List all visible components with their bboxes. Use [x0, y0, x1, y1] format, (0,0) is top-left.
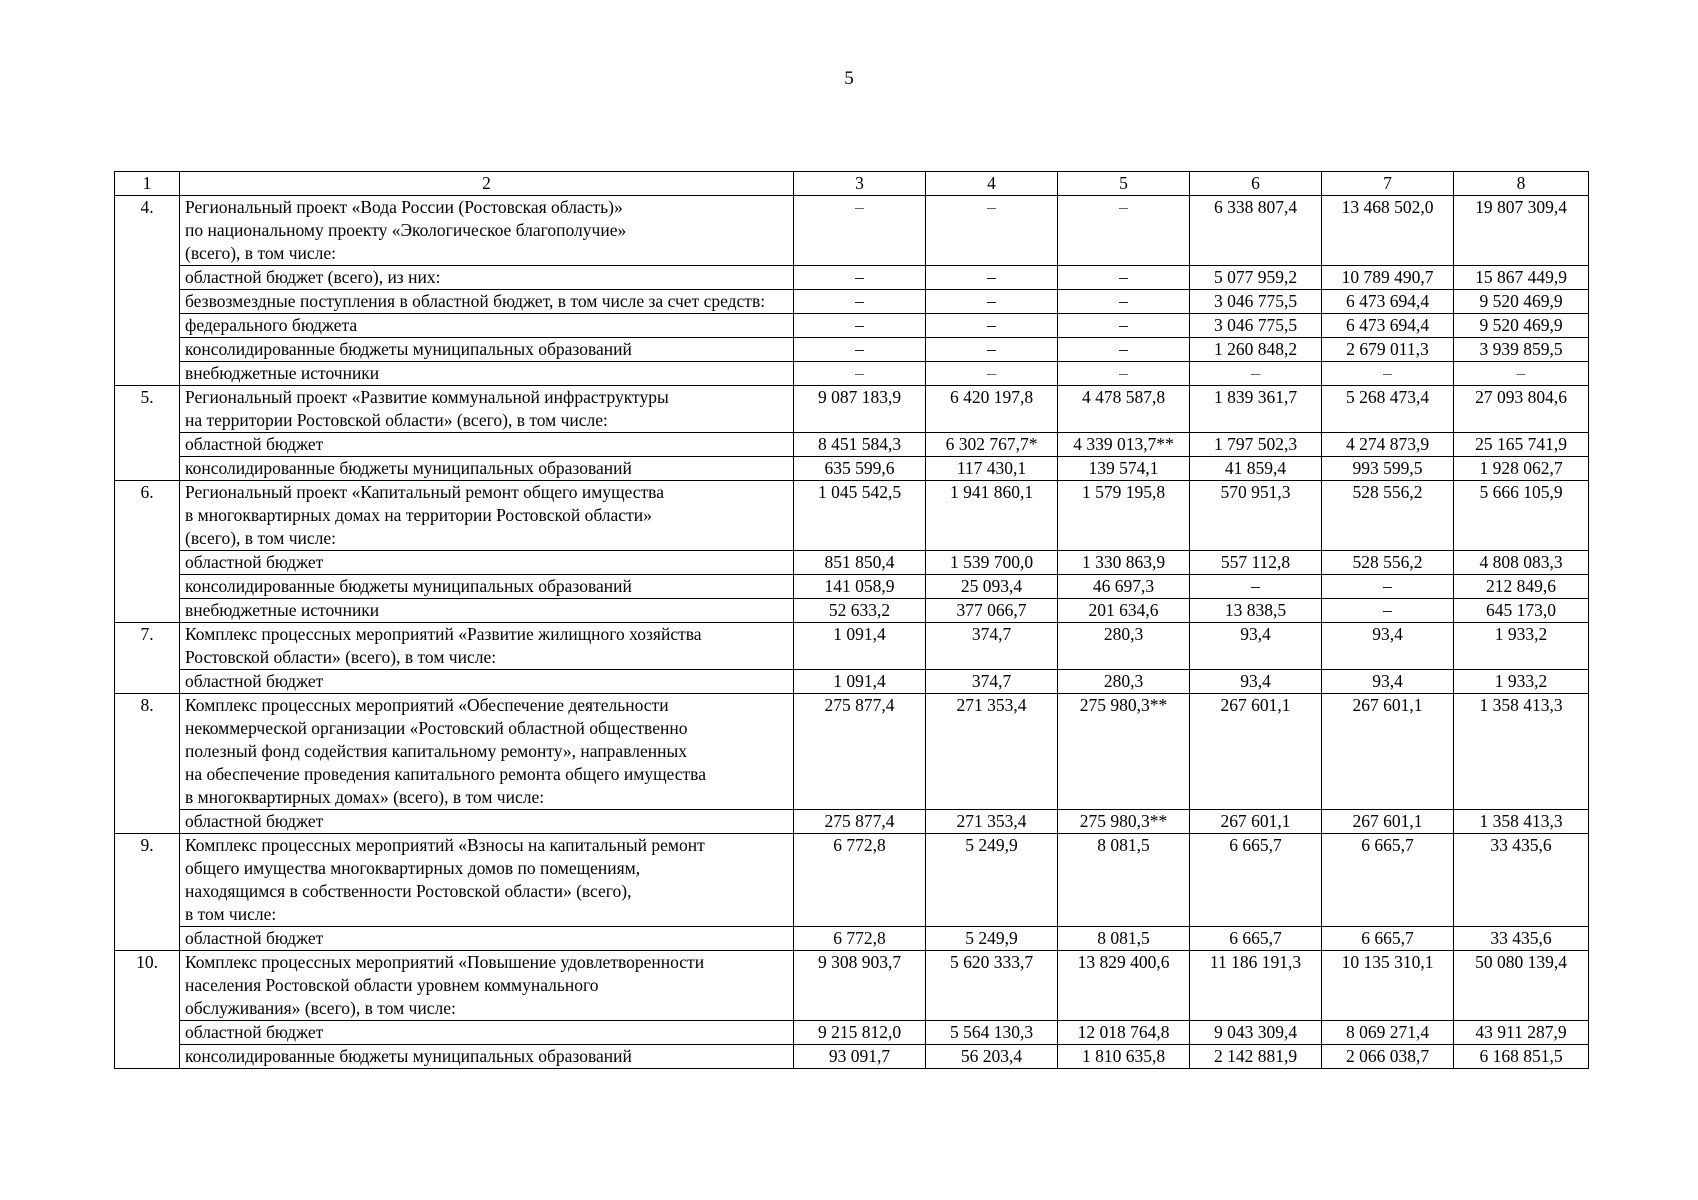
header-cell: 2 — [180, 172, 794, 196]
value-cell: 557 112,8 — [1190, 551, 1322, 575]
value-cell: 275 980,3** — [1058, 810, 1190, 834]
value-cell: 13 468 502,0 — [1322, 196, 1454, 266]
value-cell: 1 941 860,1 — [926, 481, 1058, 551]
value-cell: 56 203,4 — [926, 1045, 1058, 1069]
value-cell: 1 358 413,3 — [1454, 810, 1589, 834]
value-cell: 6 772,8 — [794, 834, 926, 927]
row-name: областной бюджет — [180, 1021, 794, 1045]
value-cell: 635 599,6 — [794, 457, 926, 481]
value-cell: 3 939 859,5 — [1454, 338, 1589, 362]
value-cell: 1 260 848,2 — [1190, 338, 1322, 362]
value-cell: 1 928 062,7 — [1454, 457, 1589, 481]
value-cell: 267 601,1 — [1322, 810, 1454, 834]
value-cell: 6 772,8 — [794, 927, 926, 951]
row-name: областной бюджет — [180, 670, 794, 694]
value-cell: 25 093,4 — [926, 575, 1058, 599]
table-body — [115, 172, 1589, 1069]
row-name: Комплекс процессных мероприятий «Повышение удовлетворенности населения Ростовской области уровнем коммунального обслуживания» (всего), в том числе: — [180, 951, 794, 1021]
table-row — [115, 457, 1589, 481]
value-cell: 5 249,9 — [926, 834, 1058, 927]
row-name: консолидированные бюджеты муниципальных образований — [180, 338, 794, 362]
value-cell: – — [1058, 362, 1190, 386]
table-row — [115, 951, 1589, 1021]
value-cell: 13 838,5 — [1190, 599, 1322, 623]
budget-table — [114, 171, 1589, 1069]
value-cell: – — [794, 314, 926, 338]
section-number: 4. — [115, 196, 180, 386]
value-cell: – — [1190, 362, 1322, 386]
value-cell: 5 564 130,3 — [926, 1021, 1058, 1045]
table-row — [115, 834, 1589, 927]
value-cell: 528 556,2 — [1322, 481, 1454, 551]
value-cell: 4 274 873,9 — [1322, 433, 1454, 457]
table-row — [115, 314, 1589, 338]
value-cell: 19 807 309,4 — [1454, 196, 1589, 266]
value-cell: 52 633,2 — [794, 599, 926, 623]
value-cell: 275 980,3** — [1058, 694, 1190, 810]
table-row — [115, 386, 1589, 433]
value-cell: 10 789 490,7 — [1322, 266, 1454, 290]
value-cell: – — [926, 362, 1058, 386]
row-name: безвозмездные поступления в областной бюджет, в том числе за счет средств: — [180, 290, 794, 314]
value-cell: – — [926, 290, 1058, 314]
table-row — [115, 623, 1589, 670]
value-cell: 570 951,3 — [1190, 481, 1322, 551]
value-cell: – — [1058, 196, 1190, 266]
value-cell: – — [1058, 266, 1190, 290]
header-cell: 5 — [1058, 172, 1190, 196]
value-cell: 8 081,5 — [1058, 927, 1190, 951]
value-cell: 9 215 812,0 — [794, 1021, 926, 1045]
value-cell: 374,7 — [926, 623, 1058, 670]
value-cell: – — [926, 196, 1058, 266]
value-cell: 50 080 139,4 — [1454, 951, 1589, 1021]
value-cell: 4 808 083,3 — [1454, 551, 1589, 575]
value-cell: – — [794, 266, 926, 290]
table-row — [115, 266, 1589, 290]
value-cell: 275 877,4 — [794, 694, 926, 810]
value-cell: 9 520 469,9 — [1454, 290, 1589, 314]
section-number: 7. — [115, 623, 180, 694]
value-cell: 280,3 — [1058, 670, 1190, 694]
value-cell: – — [926, 266, 1058, 290]
row-name: консолидированные бюджеты муниципальных образований — [180, 575, 794, 599]
row-name: консолидированные бюджеты муниципальных образований — [180, 457, 794, 481]
row-name: Комплекс процессных мероприятий «Взносы на капитальный ремонт общего имущества многоквартирных домов по помещениям, находящимся в собственности Ростовской области» (всего), в том числе: — [180, 834, 794, 927]
value-cell: 275 877,4 — [794, 810, 926, 834]
value-cell: 6 473 694,4 — [1322, 290, 1454, 314]
value-cell: 267 601,1 — [1190, 694, 1322, 810]
value-cell: 15 867 449,9 — [1454, 266, 1589, 290]
value-cell: 271 353,4 — [926, 694, 1058, 810]
value-cell: 267 601,1 — [1190, 810, 1322, 834]
value-cell: 1 797 502,3 — [1190, 433, 1322, 457]
table-row — [115, 1045, 1589, 1069]
value-cell: 8 081,5 — [1058, 834, 1190, 927]
table-row — [115, 362, 1589, 386]
value-cell: 8 451 584,3 — [794, 433, 926, 457]
value-cell: 93 091,7 — [794, 1045, 926, 1069]
value-cell: 93,4 — [1322, 623, 1454, 670]
table-row — [115, 338, 1589, 362]
value-cell: 93,4 — [1190, 623, 1322, 670]
value-cell: 5 249,9 — [926, 927, 1058, 951]
header-cell: 6 — [1190, 172, 1322, 196]
value-cell: 9 520 469,9 — [1454, 314, 1589, 338]
value-cell: – — [1058, 338, 1190, 362]
value-cell: 201 634,6 — [1058, 599, 1190, 623]
value-cell: – — [794, 290, 926, 314]
value-cell: 3 046 775,5 — [1190, 290, 1322, 314]
value-cell: 1 933,2 — [1454, 623, 1589, 670]
value-cell: 13 829 400,6 — [1058, 951, 1190, 1021]
value-cell: – — [1190, 575, 1322, 599]
table-row — [115, 481, 1589, 551]
value-cell: 1 810 635,8 — [1058, 1045, 1190, 1069]
value-cell: 1 839 361,7 — [1190, 386, 1322, 433]
value-cell: 4 339 013,7** — [1058, 433, 1190, 457]
value-cell: 93,4 — [1190, 670, 1322, 694]
value-cell: 6 665,7 — [1322, 834, 1454, 927]
value-cell: – — [1322, 362, 1454, 386]
page-number: 5 — [844, 68, 854, 89]
value-cell: – — [1454, 362, 1589, 386]
table-row — [115, 927, 1589, 951]
value-cell: – — [926, 314, 1058, 338]
value-cell: 9 043 309,4 — [1190, 1021, 1322, 1045]
value-cell: 212 849,6 — [1454, 575, 1589, 599]
section-number: 9. — [115, 834, 180, 951]
value-cell: 11 186 191,3 — [1190, 951, 1322, 1021]
value-cell: 280,3 — [1058, 623, 1190, 670]
value-cell: 6 665,7 — [1190, 927, 1322, 951]
value-cell: 6 420 197,8 — [926, 386, 1058, 433]
value-cell: 1 539 700,0 — [926, 551, 1058, 575]
value-cell: 5 620 333,7 — [926, 951, 1058, 1021]
value-cell: 2 142 881,9 — [1190, 1045, 1322, 1069]
value-cell: – — [1058, 290, 1190, 314]
row-name: Комплекс процессных мероприятий «Развитие жилищного хозяйства Ростовской области» (всего), в том числе: — [180, 623, 794, 670]
value-cell: 1 091,4 — [794, 670, 926, 694]
value-cell: 645 173,0 — [1454, 599, 1589, 623]
value-cell: 6 665,7 — [1190, 834, 1322, 927]
header-cell: 3 — [794, 172, 926, 196]
row-name: областной бюджет — [180, 551, 794, 575]
value-cell: – — [794, 362, 926, 386]
value-cell: 3 046 775,5 — [1190, 314, 1322, 338]
header-cell: 1 — [115, 172, 180, 196]
value-cell: 10 135 310,1 — [1322, 951, 1454, 1021]
value-cell: 8 069 271,4 — [1322, 1021, 1454, 1045]
row-name: федерального бюджета — [180, 314, 794, 338]
header-cell: 4 — [926, 172, 1058, 196]
value-cell: 9 308 903,7 — [794, 951, 926, 1021]
value-cell: – — [1322, 599, 1454, 623]
value-cell: – — [1058, 314, 1190, 338]
value-cell: 27 093 804,6 — [1454, 386, 1589, 433]
table-row — [115, 575, 1589, 599]
row-name: Региональный проект «Вода России (Ростовская область)» по национальному проекту «Экологическое благополучие» (всего), в том числе: — [180, 196, 794, 266]
value-cell: 46 697,3 — [1058, 575, 1190, 599]
value-cell: 1 358 413,3 — [1454, 694, 1589, 810]
value-cell: 33 435,6 — [1454, 834, 1589, 927]
row-name: внебюджетные источники — [180, 599, 794, 623]
table-row — [115, 290, 1589, 314]
row-name: внебюджетные источники — [180, 362, 794, 386]
table-row — [115, 670, 1589, 694]
header-row — [115, 172, 1589, 196]
header-cell: 7 — [1322, 172, 1454, 196]
value-cell: 851 850,4 — [794, 551, 926, 575]
value-cell: 93,4 — [1322, 670, 1454, 694]
section-number: 6. — [115, 481, 180, 623]
value-cell: 5 268 473,4 — [1322, 386, 1454, 433]
value-cell: 33 435,6 — [1454, 927, 1589, 951]
value-cell: 117 430,1 — [926, 457, 1058, 481]
value-cell: 139 574,1 — [1058, 457, 1190, 481]
value-cell: 1 045 542,5 — [794, 481, 926, 551]
value-cell: 2 066 038,7 — [1322, 1045, 1454, 1069]
row-name: Комплекс процессных мероприятий «Обеспечение деятельности некоммерческой организации «Ростовский областной общественно полезный фонд содействия капитальному ремонту», направленных на обеспечение проведения капитального ремонта общего имущества в многоквартирных домах» (всего), в том числе: — [180, 694, 794, 810]
table-row — [115, 694, 1589, 810]
section-number: 8. — [115, 694, 180, 834]
value-cell: 5 666 105,9 — [1454, 481, 1589, 551]
value-cell: 271 353,4 — [926, 810, 1058, 834]
value-cell: 1 330 863,9 — [1058, 551, 1190, 575]
table-row — [115, 196, 1589, 266]
section-number: 10. — [115, 951, 180, 1069]
row-name: Региональный проект «Развитие коммунальной инфраструктуры на территории Ростовской области» (всего), в том числе: — [180, 386, 794, 433]
value-cell: 6 338 807,4 — [1190, 196, 1322, 266]
table-row — [115, 551, 1589, 575]
value-cell: – — [1322, 575, 1454, 599]
value-cell: 25 165 741,9 — [1454, 433, 1589, 457]
value-cell: 377 066,7 — [926, 599, 1058, 623]
value-cell: 5 077 959,2 — [1190, 266, 1322, 290]
row-name: областной бюджет — [180, 927, 794, 951]
row-name: консолидированные бюджеты муниципальных образований — [180, 1045, 794, 1069]
value-cell: – — [926, 338, 1058, 362]
value-cell: 4 478 587,8 — [1058, 386, 1190, 433]
value-cell: 1 933,2 — [1454, 670, 1589, 694]
value-cell: 2 679 011,3 — [1322, 338, 1454, 362]
value-cell: 6 473 694,4 — [1322, 314, 1454, 338]
row-name: областной бюджет — [180, 433, 794, 457]
header-cell: 8 — [1454, 172, 1589, 196]
section-number: 5. — [115, 386, 180, 481]
value-cell: 9 087 183,9 — [794, 386, 926, 433]
value-cell: 43 911 287,9 — [1454, 1021, 1589, 1045]
value-cell: – — [794, 338, 926, 362]
value-cell: 993 599,5 — [1322, 457, 1454, 481]
value-cell: 12 018 764,8 — [1058, 1021, 1190, 1045]
value-cell: 6 168 851,5 — [1454, 1045, 1589, 1069]
table-row — [115, 599, 1589, 623]
row-name: областной бюджет (всего), из них: — [180, 266, 794, 290]
table-row — [115, 433, 1589, 457]
table-row — [115, 810, 1589, 834]
value-cell: 141 058,9 — [794, 575, 926, 599]
row-name: областной бюджет — [180, 810, 794, 834]
table-row — [115, 1021, 1589, 1045]
value-cell: 374,7 — [926, 670, 1058, 694]
value-cell: 6 302 767,7* — [926, 433, 1058, 457]
value-cell: 528 556,2 — [1322, 551, 1454, 575]
value-cell: 267 601,1 — [1322, 694, 1454, 810]
value-cell: 6 665,7 — [1322, 927, 1454, 951]
value-cell: 1 579 195,8 — [1058, 481, 1190, 551]
value-cell: 1 091,4 — [794, 623, 926, 670]
value-cell: 41 859,4 — [1190, 457, 1322, 481]
row-name: Региональный проект «Капитальный ремонт общего имущества в многоквартирных домах на территории Ростовской области» (всего), в том числе: — [180, 481, 794, 551]
value-cell: – — [794, 196, 926, 266]
